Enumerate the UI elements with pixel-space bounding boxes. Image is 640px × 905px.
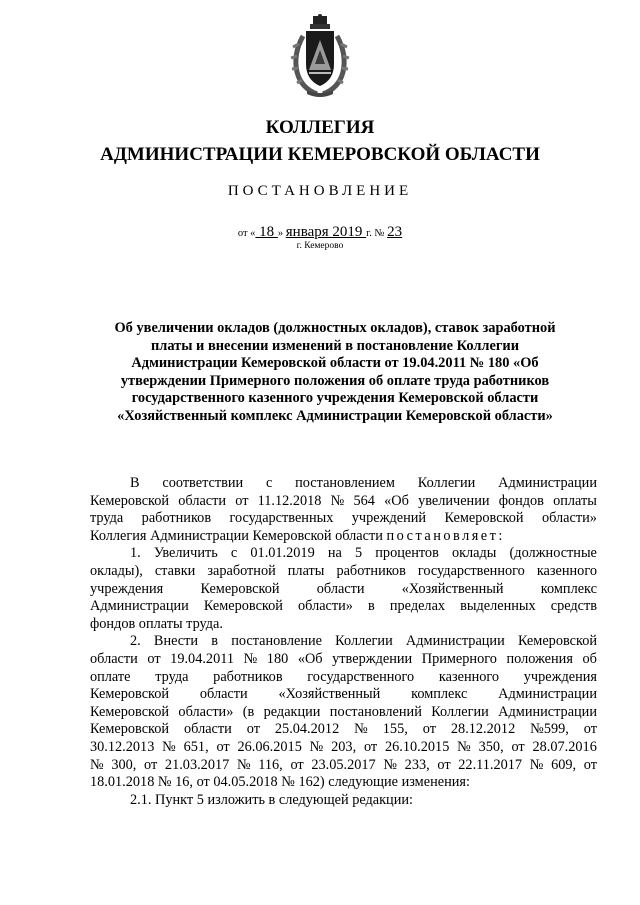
body-word: 300,: [111, 756, 137, 773]
body-word: Примерного: [421, 650, 497, 667]
body-word: 609,: [551, 756, 577, 773]
date-sep: »: [277, 228, 286, 239]
body-word: 5: [354, 545, 363, 562]
body-word: от: [511, 738, 525, 755]
body-word: №599,: [530, 721, 569, 738]
body-word: фондов: [498, 492, 544, 509]
body-line: 2.1. Пункт 5 изложить в следующей редакции:: [130, 791, 413, 808]
org-name-line2: АДМИНИСТРАЦИИ КЕМЕРОВСКОЙ ОБЛАСТИ: [100, 144, 540, 165]
body-word: с: [265, 475, 273, 491]
body-word: труда: [90, 510, 124, 527]
body-word: от: [290, 756, 304, 773]
body-word: 203,: [331, 738, 357, 755]
body-word: утверждении: [332, 650, 413, 667]
body-word: 28.07.2016: [532, 738, 597, 755]
body-line: [90, 686, 597, 704]
body-word: работников: [141, 510, 212, 527]
body-word: Кемеровской: [200, 580, 280, 597]
body-word: труда: [155, 668, 189, 685]
body-word: положения: [506, 650, 573, 667]
body-line: [90, 475, 597, 493]
body-word: №: [236, 756, 251, 773]
body-word: области: [90, 650, 138, 667]
document-number: 23: [387, 224, 403, 240]
body-line: фондов оплаты труда.: [90, 615, 223, 632]
title-line: платы и внесении изменений в постановление Коллегии: [150, 337, 520, 354]
body-word: Коллегии: [417, 475, 476, 491]
body-word: оплаты: [553, 492, 597, 509]
body-word: комплекс: [540, 580, 597, 597]
body-word: работников: [213, 668, 283, 685]
body-word: №: [309, 738, 324, 755]
body-word: Администрации: [405, 633, 505, 650]
body-word: Администрации: [498, 686, 597, 703]
body-word: №: [243, 650, 258, 667]
body-line: [90, 510, 597, 528]
body-word: постановлений: [329, 703, 422, 720]
body-word: 180: [266, 650, 289, 667]
body-word: 28.12.2012: [450, 721, 516, 738]
body-word: постановление: [231, 633, 322, 650]
body-word: «Хозяйственный: [278, 686, 381, 703]
body-word: казенного: [536, 562, 597, 579]
body-line: [90, 757, 597, 775]
body-word: области: [199, 686, 248, 703]
body-word: «Хозяйственный: [401, 580, 504, 597]
body-line: [90, 528, 597, 546]
body-word: 651,: [183, 738, 209, 755]
body-word: 22.11.2017: [458, 756, 523, 773]
body-line: [90, 669, 597, 687]
body-word: в: [211, 633, 219, 650]
body-word: учреждения: [523, 668, 597, 685]
document-type: ПОСТАНОВЛЕНИЕ: [227, 183, 413, 199]
body-word: комплекс: [411, 686, 468, 703]
title-line: Администрации Кемеровской области от 19.04.2011 № 180 «Об: [131, 355, 539, 372]
body-word: области: [178, 492, 227, 509]
body-word: области»: [541, 510, 597, 527]
body-word: от: [422, 721, 436, 738]
body-word: №: [383, 756, 397, 773]
body-word: Кемеровской: [90, 703, 170, 720]
body-word: «Об: [384, 492, 409, 509]
body-line: [90, 651, 597, 669]
body-text: Коллегия Администрации Кемеровской области: [90, 527, 387, 544]
body-line: [90, 633, 597, 651]
body-word: от: [363, 738, 378, 755]
body-word: от: [583, 721, 597, 738]
body-word: государственных: [229, 510, 334, 527]
body-word: заработной: [207, 562, 276, 579]
body-word: Коллегии: [431, 703, 489, 720]
body-word: Кемеровской: [90, 686, 170, 703]
document-title: [90, 320, 580, 426]
body-word: Администрации: [90, 598, 189, 615]
body-line: [90, 493, 597, 511]
body-word: 233,: [404, 756, 430, 773]
date-month-year: января 2019: [285, 224, 367, 240]
title-line: «Хозяйственный комплекс Администрации Кемеровской области»: [117, 407, 553, 424]
document-city: г. Кемерово: [296, 241, 344, 251]
body-word: 11.12.2018: [257, 492, 322, 509]
body-word: Увеличить: [153, 545, 218, 562]
body-word: от: [216, 738, 230, 755]
body-word: Кемеровской: [90, 721, 170, 738]
number-label: г. №: [366, 228, 388, 239]
body-word: (в: [242, 703, 255, 720]
body-line: [90, 598, 597, 616]
body-word: от: [583, 756, 597, 773]
body-word: работников: [336, 562, 406, 579]
body-word: государственного: [307, 668, 415, 685]
document-body: [90, 475, 597, 809]
body-line: [90, 581, 597, 599]
body-word: Внести: [153, 633, 199, 650]
coat-of-arms-icon: [289, 14, 351, 100]
body-word: области: [184, 721, 232, 738]
body-word: от: [437, 756, 451, 773]
body-word: «Об: [297, 650, 323, 667]
body-word: процентов: [375, 545, 439, 562]
body-word: средств: [550, 598, 597, 615]
body-word: №: [330, 492, 345, 509]
body-word: Кемеровской: [90, 492, 170, 509]
body-word: Коллегии: [335, 633, 393, 650]
body-word: 155,: [382, 721, 408, 738]
body-word: Кемеровской: [203, 598, 283, 615]
body-word: оплате: [90, 668, 131, 685]
body-line: [90, 563, 597, 581]
body-word: от: [144, 756, 158, 773]
body-word: на: [327, 545, 342, 562]
document-date-line: [0, 224, 640, 241]
body-word: увеличении: [418, 492, 490, 509]
body-word: 26.06.2015: [237, 738, 302, 755]
date-day: 18: [255, 224, 278, 240]
body-line: [90, 545, 597, 563]
body-word: Администрации: [498, 703, 597, 720]
body-line: [90, 704, 597, 722]
body-word: 2.: [130, 633, 141, 650]
body-line: [90, 721, 597, 739]
body-word: №: [162, 738, 176, 755]
date-prefix: от «: [237, 228, 256, 239]
org-name-line1: КОЛЛЕГИЯ: [265, 117, 375, 138]
body-word: 01.01.2019: [250, 545, 315, 562]
body-word: №: [529, 756, 544, 773]
body-word: от: [246, 721, 260, 738]
body-word: учреждения: [90, 580, 164, 597]
body-word: 23.05.2017: [311, 756, 376, 773]
body-word: 350,: [478, 738, 504, 755]
body-word: соответствии: [162, 475, 244, 491]
body-word: Кемеровской: [517, 633, 597, 650]
body-word: 25.04.2012: [274, 721, 340, 738]
body-word: 26.10.2015: [385, 738, 450, 755]
body-word: государственного: [417, 562, 525, 579]
body-word: оклады),: [90, 562, 143, 579]
body-word: (должностные: [509, 545, 597, 562]
body-word: платы: [287, 562, 325, 579]
body-word: об: [582, 650, 597, 667]
body-word: выделенных: [460, 598, 536, 615]
title-line: Об увеличении окладов (должностных окладов), ставок заработной: [114, 320, 556, 336]
body-line: 18.01.2018 № 16, от 04.05.2018 № 162) следующие изменения:: [90, 774, 470, 791]
body-word: №: [354, 721, 368, 738]
body-word: области: [316, 580, 365, 597]
body-word: с: [230, 545, 238, 562]
body-word: казенного: [438, 668, 500, 685]
body-word: ставки: [154, 562, 196, 579]
body-spaced-word: постановляет:: [386, 527, 505, 544]
body-word: учреждений: [351, 510, 427, 527]
body-word: постановлением: [295, 475, 395, 491]
body-word: 116,: [258, 756, 283, 773]
body-word: Кемеровской: [444, 510, 524, 527]
title-line: утверждении Примерного положения об оплате труда работников: [120, 372, 550, 389]
body-word: №: [457, 738, 471, 755]
body-word: области»: [298, 598, 353, 615]
body-word: от: [235, 492, 249, 509]
body-word: 30.12.2013: [90, 738, 155, 755]
body-word: 21.03.2017: [164, 756, 230, 773]
body-word: области»: [178, 703, 234, 720]
body-word: 564: [353, 492, 375, 509]
body-word: пределах: [389, 598, 446, 615]
body-word: 19.04.2011: [170, 650, 234, 667]
body-word: редакции: [263, 703, 321, 720]
body-word: В: [130, 475, 140, 491]
title-line: государственного казенного учреждения Кемеровской области: [131, 390, 539, 407]
body-word: №: [90, 756, 104, 773]
body-word: оклады: [451, 545, 497, 562]
body-word: от: [147, 650, 161, 667]
body-word: Администрации: [498, 475, 597, 491]
body-word: 1.: [130, 545, 141, 562]
body-word: в: [368, 598, 375, 615]
body-line: [90, 739, 597, 757]
